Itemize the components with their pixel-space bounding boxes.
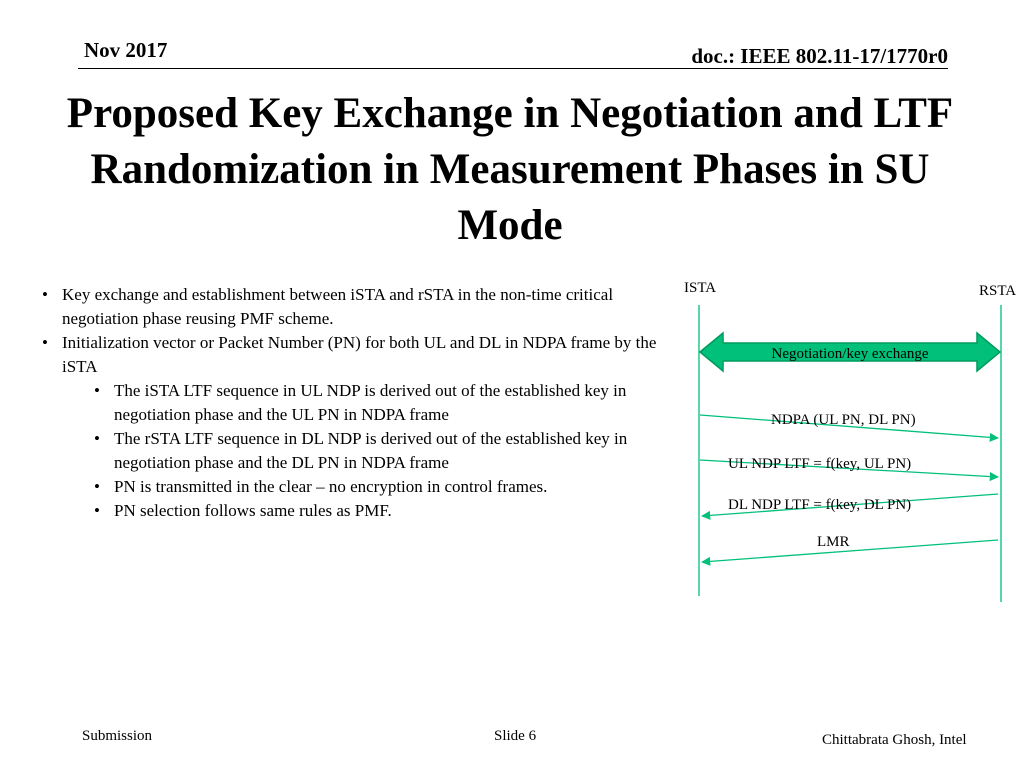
header-doc-id: doc.: IEEE 802.11-17/1770r0 bbox=[691, 44, 948, 68]
header-date: Nov 2017 bbox=[84, 38, 168, 62]
footer-submission: Submission bbox=[82, 728, 153, 744]
sub-bullet-text: The rSTA LTF sequence in DL NDP is derived out of the established key in negotiation phase and the DL PN in NDPA frame bbox=[114, 429, 628, 472]
bullet-dot-icon: • bbox=[94, 429, 100, 448]
bullet-dot-icon: • bbox=[94, 477, 100, 496]
bullet-text: Key exchange and establishment between iSTA and rSTA in the non-time critical negotiation phase reusing PMF scheme. bbox=[62, 285, 614, 328]
footer-author: Chittabrata Ghosh, Intel bbox=[822, 732, 967, 748]
footer-slide-number: Slide 6 bbox=[494, 728, 537, 744]
bullet-dot-icon: • bbox=[94, 381, 100, 400]
rsta-label: RSTA bbox=[979, 283, 1017, 299]
bullet-dot-icon: • bbox=[42, 285, 48, 304]
slide-title: Proposed Key Exchange in Negotiation and LTF Randomization in Measurement Phases in SU Mode bbox=[66, 90, 954, 249]
ista-label: ISTA bbox=[684, 280, 717, 296]
bullet-dot-icon: • bbox=[94, 501, 100, 520]
negotiation-label: Negotiation/key exchange bbox=[771, 346, 929, 362]
message-label: DL NDP LTF = f(key, DL PN) bbox=[728, 497, 912, 513]
lmr-arrow bbox=[702, 540, 998, 562]
message-label: LMR bbox=[817, 534, 850, 550]
sub-bullet-text: The iSTA LTF sequence in UL NDP is derived out of the established key in negotiation phase and the UL PN in NDPA frame bbox=[114, 381, 627, 424]
message-label: NDPA (UL PN, DL PN) bbox=[771, 412, 916, 428]
sub-bullet-text: PN is transmitted in the clear – no encryption in control frames. bbox=[114, 477, 548, 496]
sub-bullet-text: PN selection follows same rules as PMF. bbox=[114, 501, 392, 520]
message-label: UL NDP LTF = f(key, UL PN) bbox=[728, 456, 912, 472]
bullet-text: Initialization vector or Packet Number (PN) for both UL and DL in NDPA frame by the iSTA bbox=[62, 333, 657, 376]
bullet-dot-icon: • bbox=[42, 333, 48, 352]
